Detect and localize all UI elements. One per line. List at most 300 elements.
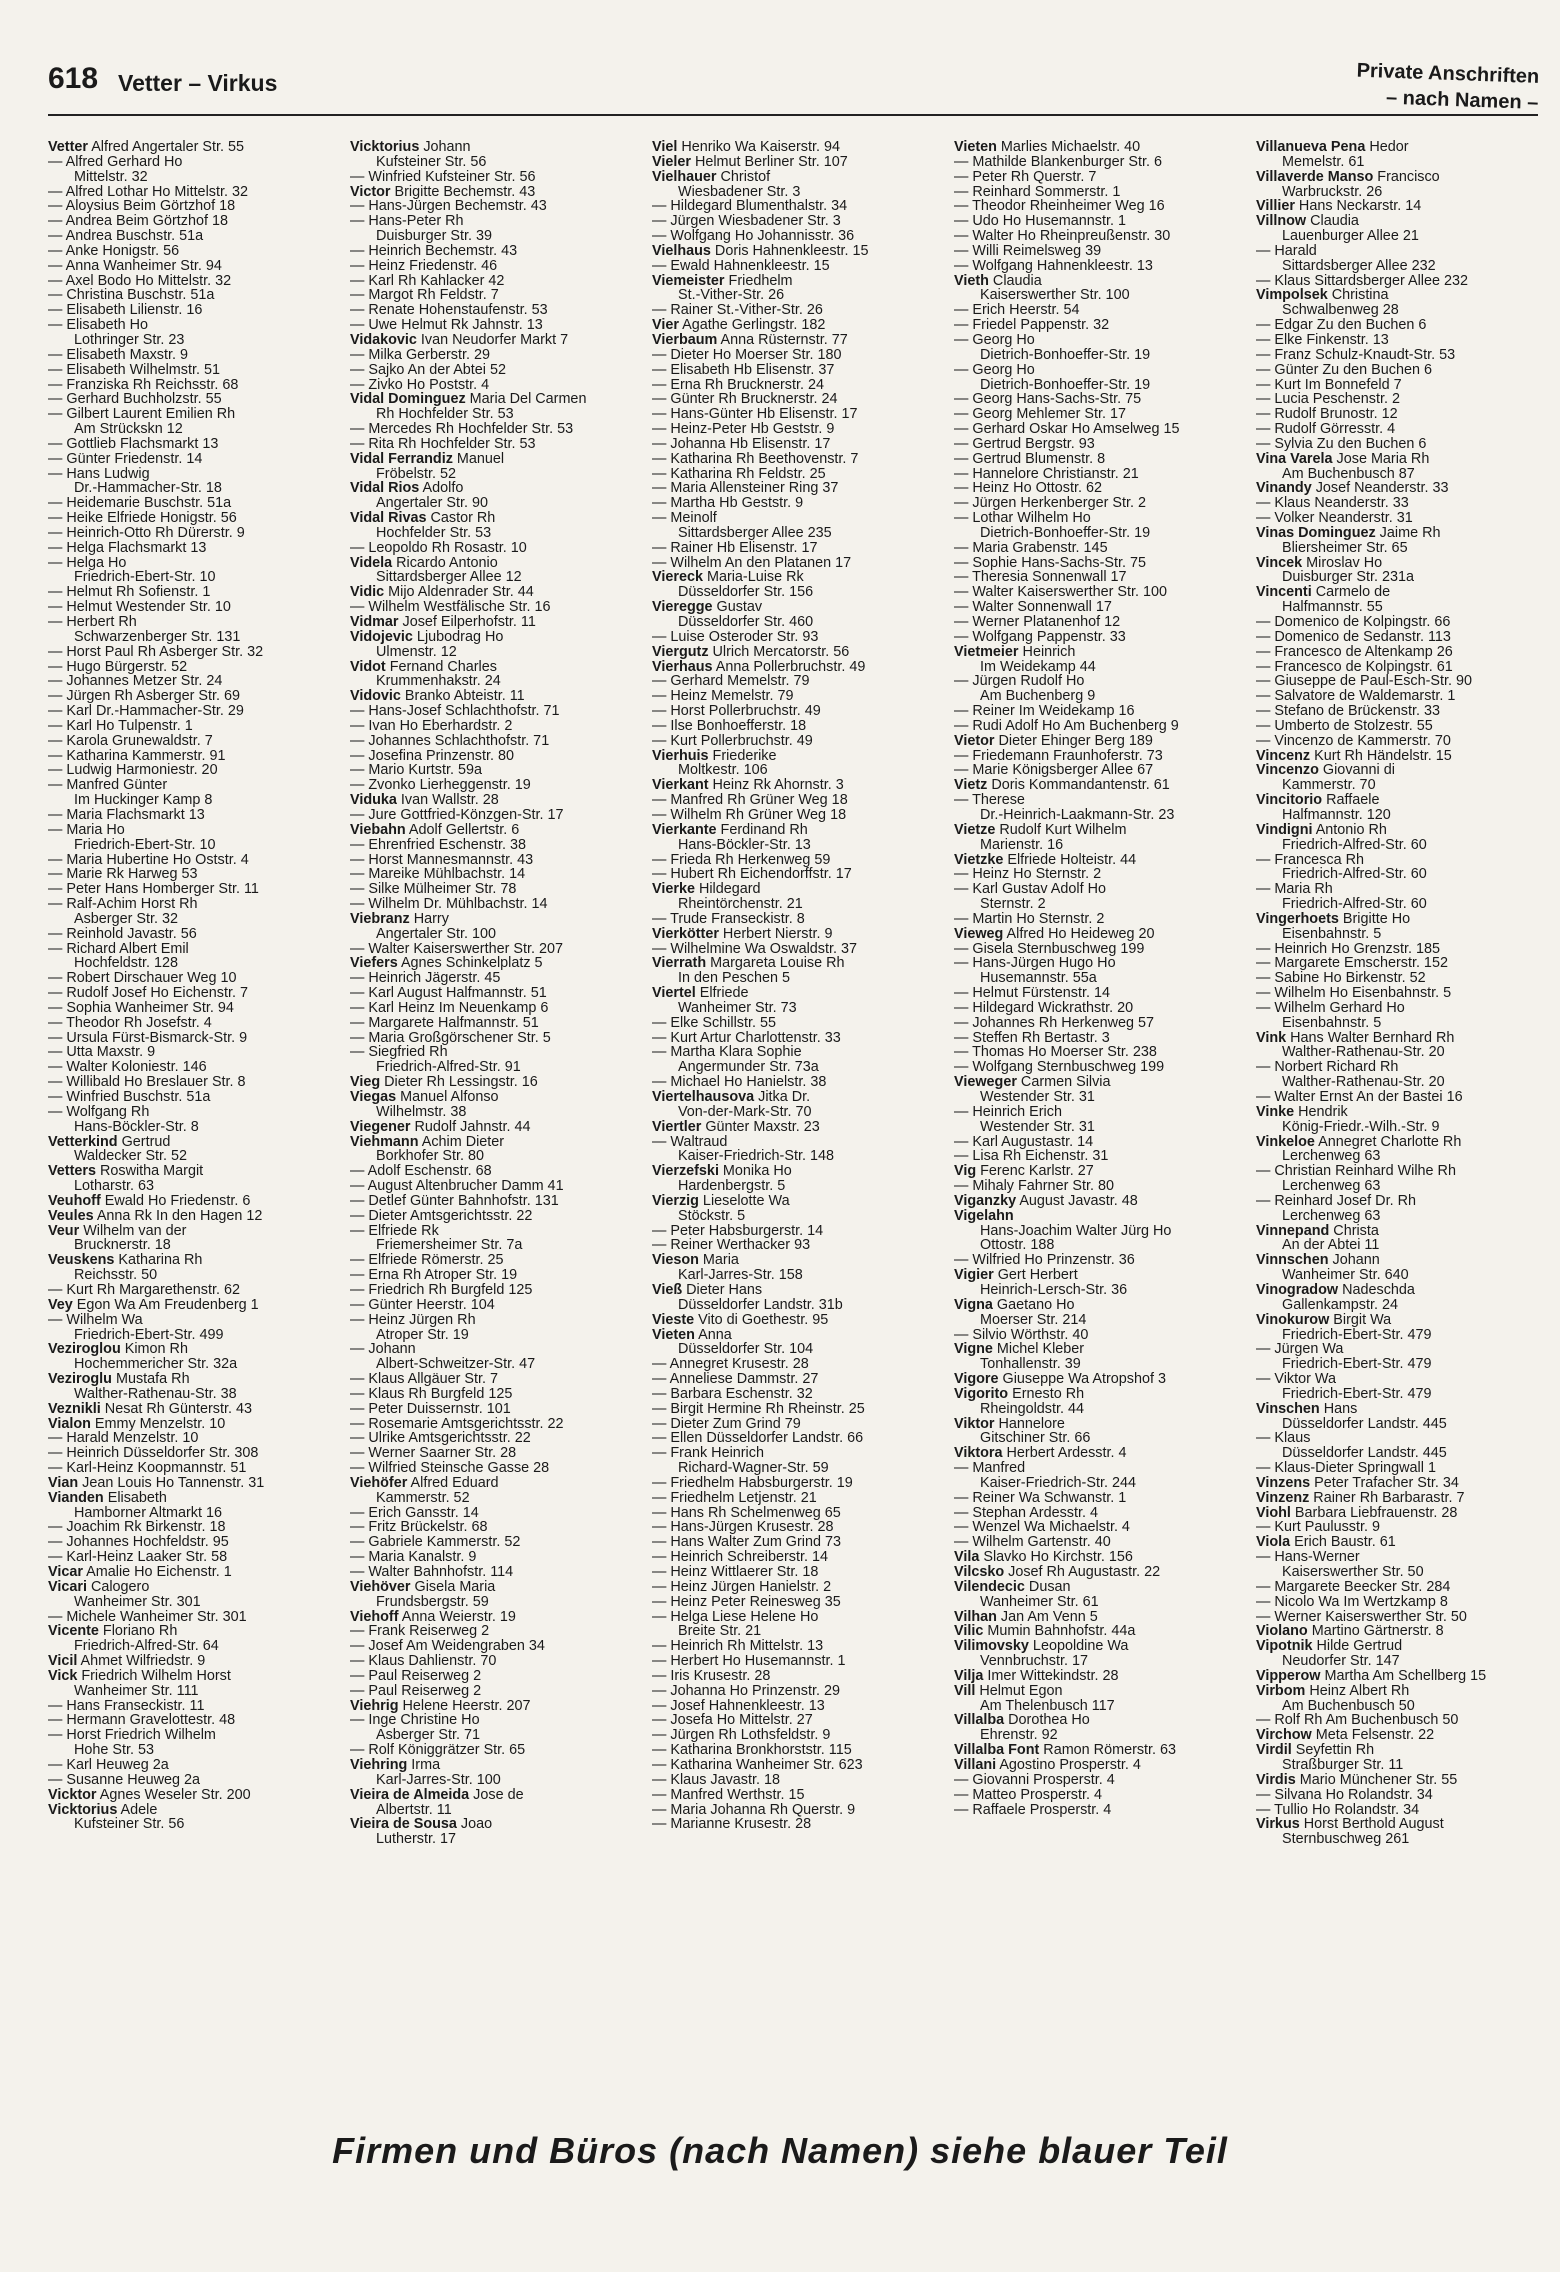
surname: Vietmeier [954, 643, 1019, 660]
directory-line [1256, 942, 1546, 957]
directory-line [652, 1238, 942, 1253]
entry-text: — Anna Wanheimer Str. 94 [48, 257, 222, 274]
directory-line: Am Strückskn 12 [74, 421, 183, 438]
entry-text: — Josef Hahnenkleestr. 13 [652, 1697, 825, 1714]
directory-line [48, 1194, 338, 1209]
entry-text: — Gottlieb Flachsmarkt 13 [48, 435, 219, 452]
directory-line [954, 1328, 1244, 1343]
directory-line [350, 452, 640, 467]
directory-line: Lerchenweg 63 [1282, 1148, 1381, 1165]
directory-line [652, 853, 942, 868]
directory-line [48, 734, 338, 749]
directory-line [350, 1298, 640, 1313]
entry-text: — Hans Franseckistr. 11 [48, 1697, 205, 1714]
surname: Vierbaum [652, 331, 718, 348]
entry-text: — Sabine Ho Birkenstr. 52 [1256, 970, 1426, 987]
entry-text: — Elisabeth Lilienstr. 16 [48, 302, 203, 319]
directory-line [652, 704, 942, 719]
entry-text: — Wilhelm Gartenstr. 40 [954, 1534, 1111, 1551]
surname: Vipperow [1256, 1667, 1321, 1684]
entry-text: — Johannes Metzer Str. 24 [48, 673, 223, 690]
surname: Vilimovsky [954, 1638, 1029, 1655]
directory-line [652, 1135, 942, 1150]
directory-line [652, 333, 942, 348]
directory-line [1256, 1669, 1546, 1684]
directory-line: Asberger Str. 71 [376, 1727, 480, 1744]
surname: Villani [954, 1756, 997, 1773]
directory-line [954, 615, 1244, 630]
surname: Vincenti [1256, 584, 1312, 601]
surname: Vingerhoets [1256, 910, 1339, 927]
directory-line [48, 378, 338, 393]
entry-text: — Friedrich Rh Burgfeld 125 [350, 1281, 533, 1298]
directory-line [48, 140, 338, 155]
surname: Vierhaus [652, 658, 713, 675]
entry-text: — Elfriede Rk [350, 1222, 439, 1239]
surname: Vilhan [954, 1608, 997, 1625]
directory-line [1256, 882, 1546, 897]
entry-text: — Walter Bahnhofstr. 114 [350, 1564, 514, 1580]
surname: Vicktor [48, 1786, 97, 1803]
directory-line: Lothringer Str. 23 [74, 331, 185, 348]
directory-line [652, 1639, 942, 1654]
directory-line [350, 823, 640, 838]
directory-line [652, 1743, 942, 1758]
directory-line [652, 1016, 942, 1031]
entry-text: — Giuseppe de Paul-Esch-Str. 90 [1256, 673, 1472, 690]
directory-line: Ehrenstr. 92 [980, 1727, 1058, 1744]
entry-text: — Hans Rh Schelmenweg 65 [652, 1504, 841, 1521]
entry-text: — Heinrich Jägerstr. 45 [350, 970, 501, 987]
directory-line [350, 318, 640, 333]
directory-line [652, 1075, 942, 1090]
entry-text: — Giovanni Prosperstr. 4 [954, 1771, 1115, 1788]
directory-line: Lerchenweg 63 [1282, 1178, 1381, 1195]
entry-text: — Katharina Bronkhorststr. 115 [652, 1742, 852, 1759]
entry-text: — Dieter Zum Grind 79 [652, 1415, 801, 1432]
surname: Victor [350, 183, 391, 200]
entry-text: — Karl Ho Tulpenstr. 1 [48, 717, 193, 734]
entry-text: — Marianne Krusestr. 28 [652, 1816, 812, 1833]
entry-text: — Hans-Josef Schlachthofstr. 71 [350, 703, 560, 720]
entry-text: — Erna Rh Atroper Str. 19 [350, 1267, 518, 1284]
entry-text: — Walter Kaiserswerther Str. 207 [350, 940, 563, 957]
entry-text: — Meinolf [652, 510, 717, 527]
entry-text: — Stephan Ardesstr. 4 [954, 1504, 1098, 1521]
directory-line [954, 719, 1244, 734]
surname: Vey [48, 1296, 73, 1313]
directory-line [954, 1713, 1244, 1728]
page-number: 618 [48, 62, 99, 95]
entry-text: Adele [117, 1801, 158, 1818]
directory-line [954, 1268, 1244, 1283]
entry-text: Marlies Michaelstr. 40 [996, 140, 1141, 155]
directory-line [350, 1476, 640, 1491]
directory-line: Düsseldorfer Str. 104 [678, 1341, 814, 1358]
directory-line: Frundsbergstr. 59 [376, 1593, 489, 1610]
directory-line [48, 541, 338, 556]
entry-text: — Sylvia Zu den Buchen 6 [1256, 435, 1427, 452]
directory-line [350, 378, 640, 393]
directory-line [1256, 348, 1546, 363]
directory-line [1256, 1060, 1546, 1075]
entry-text: Erich Baustr. 61 [1290, 1534, 1396, 1551]
directory-line [48, 199, 338, 214]
entry-text: — Winfried Kufsteiner Str. 56 [350, 168, 536, 185]
entry-text: Christa [1329, 1222, 1379, 1239]
directory-line [48, 467, 338, 482]
entry-text: — Johannes Rh Herkenweg 57 [954, 1014, 1154, 1031]
directory-line [350, 853, 640, 868]
entry-text: — Karl-Heinz Koopmannstr. 51 [48, 1460, 247, 1477]
entry-text: Gertrud [117, 1133, 171, 1150]
directory-line: Rheingoldstr. 44 [980, 1400, 1085, 1417]
directory-line [350, 1654, 640, 1669]
directory-line: Hardenbergstr. 5 [678, 1178, 786, 1195]
directory-line: Rheintörchenstr. 21 [678, 896, 803, 913]
entry-text: — Ludwig Harmoniestr. 20 [48, 762, 218, 779]
entry-text: Katharina Rh [114, 1252, 203, 1269]
directory-line [350, 1431, 640, 1446]
surname: Viel [652, 140, 678, 155]
entry-text: — Werner Kaiserswerther Str. 50 [1256, 1608, 1467, 1625]
directory-line [48, 1164, 338, 1179]
directory-line [350, 1179, 640, 1194]
entry-text: Heinz Rk Ahornstr. 3 [708, 777, 844, 794]
entry-text: — Utta Maxstr. 9 [48, 1044, 156, 1061]
entry-text: Miroslav Ho [1302, 554, 1383, 571]
directory-line [954, 1001, 1244, 1016]
entry-text: — Vincenzo de Kammerstr. 70 [1256, 732, 1451, 749]
entry-text: — Klaus [1256, 1430, 1311, 1447]
entry-text: Elfriede [695, 985, 749, 1002]
directory-line [48, 1135, 338, 1150]
directory-line: Kaiser-Friedrich-Str. 244 [980, 1474, 1136, 1491]
entry-text: Ahmet Wilfriedstr. 9 [77, 1653, 206, 1670]
entry-text: — Hildegard Blumenthalstr. 34 [652, 198, 848, 215]
entry-text: — Maria Flachsmarkt 13 [48, 806, 205, 823]
surname: Vierrath [652, 955, 707, 972]
directory-line: Wanheimer Str. 640 [1282, 1267, 1409, 1284]
directory-line [1256, 1803, 1546, 1818]
directory-line [1256, 645, 1546, 660]
directory-line [652, 912, 942, 927]
surname: Villaverde Manso [1256, 168, 1374, 185]
directory-line [48, 348, 338, 363]
entry-text: — Jürgen Herkenberger Str. 2 [954, 495, 1146, 512]
directory-line [1256, 1431, 1546, 1446]
entry-text: — Heinrich Erich [954, 1103, 1062, 1120]
surname: Vinnschen [1256, 1252, 1329, 1269]
directory-line [350, 630, 640, 645]
entry-text: — Ilse Bonhoefferstr. 18 [652, 717, 807, 734]
entry-text: — Martha Hb Geststr. 9 [652, 495, 804, 512]
entry-text: Annegret Charlotte Rh [1314, 1133, 1462, 1150]
directory-line [954, 303, 1244, 318]
surname: Vietz [954, 777, 988, 794]
entry-text: — Matteo Prosperstr. 4 [954, 1786, 1102, 1803]
directory-line [350, 1253, 640, 1268]
surname: Vigne [954, 1341, 993, 1358]
directory-line: Halfmannstr. 120 [1282, 806, 1391, 823]
directory-line [1256, 1105, 1546, 1120]
entry-text: — Hans-Jürgen Hugo Ho [954, 955, 1116, 972]
entry-text: — Josef Am Weidengraben 34 [350, 1638, 545, 1655]
directory-line [652, 422, 942, 437]
entry-text: — Helga Liese Helene Ho [652, 1608, 819, 1625]
surname: Vinkeloe [1256, 1133, 1315, 1150]
directory-line [350, 1565, 640, 1580]
entry-text: Hans [1319, 1400, 1358, 1417]
entry-text: — Elisabeth Wilhelmstr. 51 [48, 361, 220, 378]
directory-line: Duisburger Str. 231a [1282, 569, 1414, 586]
directory-line: Wanheimer Str. 61 [980, 1593, 1099, 1610]
entry-text: — Raffaele Prosperstr. 4 [954, 1801, 1112, 1818]
directory-line: Marienstr. 16 [980, 836, 1064, 853]
entry-text: — Wilhelm Westfälische Str. 16 [350, 599, 551, 616]
directory-line [954, 185, 1244, 200]
directory-line: Richard-Wagner-Str. 59 [678, 1460, 829, 1477]
directory-line [350, 1045, 640, 1060]
entry-text: — Hans Walter Zum Grind 73 [652, 1534, 841, 1551]
surname: Vigorito [954, 1385, 1009, 1402]
directory-line [652, 1580, 942, 1595]
entry-text: — Wolfgang Sternbuschweg 199 [954, 1059, 1165, 1076]
directory-line [652, 1758, 942, 1773]
directory-line [652, 244, 942, 259]
surname: Viehring [350, 1756, 408, 1773]
entry-text: Ferdinand Rh [716, 821, 808, 838]
directory-line: Reichsstr. 50 [74, 1267, 158, 1284]
entry-text: — Wilhelm Ho Eisenbahnstr. 5 [1256, 985, 1452, 1002]
directory-line [652, 1550, 942, 1565]
entry-text: — Hildegard Wickrathstr. 20 [954, 999, 1134, 1016]
directory-line [1256, 749, 1546, 764]
entry-text: — Jure Gottfried-Könzgen-Str. 17 [350, 806, 564, 823]
directory-line [350, 1743, 640, 1758]
directory-line: Hochfeldstr. 128 [74, 955, 178, 972]
directory-line [350, 1209, 640, 1224]
entry-text: Branko Abteistr. 11 [400, 688, 525, 705]
entry-text: Herbert Nierstr. 9 [718, 925, 833, 942]
directory-line: Westender Str. 31 [980, 1089, 1095, 1105]
directory-line [652, 363, 942, 378]
directory-line: Vennbruchstr. 17 [980, 1653, 1089, 1670]
directory-line [652, 1387, 942, 1402]
surname: Villalba Font [954, 1742, 1040, 1759]
entry-text: — Wilhelm Gerhard Ho [1256, 999, 1405, 1016]
entry-text: — Detlef Günter Bahnhofstr. 131 [350, 1192, 559, 1209]
entry-text: Mustafa Rh [111, 1371, 190, 1388]
entry-text: Calogero [86, 1578, 150, 1595]
directory-line [954, 511, 1244, 526]
surname: Virdil [1256, 1742, 1292, 1759]
entry-text: Günter Maxstr. 23 [701, 1118, 820, 1135]
directory-line [48, 1431, 338, 1446]
directory-line [954, 1417, 1244, 1432]
directory-line [954, 155, 1244, 170]
directory-line: Fröbelstr. 52 [376, 465, 456, 482]
entry-text: — Margarete Emscherstr. 152 [1256, 955, 1448, 972]
entry-text: — Horst Friedrich Wilhelm [48, 1727, 216, 1744]
directory-line: Dietrich-Bonhoeffer-Str. 19 [980, 524, 1151, 541]
directory-line [48, 867, 338, 882]
directory-line [1256, 912, 1546, 927]
surname: Viertler [652, 1118, 702, 1135]
directory-line [954, 734, 1244, 749]
entry-text: Gert Herbert [993, 1267, 1078, 1284]
directory-line [350, 259, 640, 274]
directory-line [652, 808, 942, 823]
entry-text: — Wilhelm An den Platanen 17 [652, 554, 852, 571]
surname: Vilja [954, 1667, 984, 1684]
entry-text: — Wolfgang Pappenstr. 33 [954, 628, 1126, 645]
directory-line [48, 1654, 338, 1669]
directory-line [652, 407, 942, 422]
directory-line [48, 823, 338, 838]
entry-text: — Sophie Hans-Sachs-Str. 75 [954, 554, 1146, 571]
directory-line [1256, 1684, 1546, 1699]
surname: Vinokurow [1256, 1311, 1330, 1328]
surname: Villalba [954, 1712, 1005, 1729]
entry-text: — Karl August Halfmannstr. 51 [350, 985, 547, 1002]
directory-line [954, 1520, 1244, 1535]
directory-line [1256, 660, 1546, 675]
entry-text: — Walter Ernst An der Bastei 16 [1256, 1089, 1463, 1105]
entry-text: — Klaus Sittardsberger Allee 232 [1256, 272, 1468, 289]
directory-line [350, 437, 640, 452]
surname: Vinzenz [1256, 1489, 1310, 1506]
directory-line: Kufsteiner Str. 56 [74, 1816, 185, 1833]
surname: Violano [1256, 1623, 1308, 1640]
directory-line [48, 882, 338, 897]
directory-line [954, 585, 1244, 600]
entry-text: — Axel Bodo Ho Mittelstr. 32 [48, 272, 232, 289]
directory-line [954, 1535, 1244, 1550]
directory-line [48, 719, 338, 734]
entry-text: — August Altenbrucher Damm 41 [350, 1178, 564, 1195]
surname: Vier [652, 317, 679, 334]
entry-text: — Kurt Pollerbruchstr. 49 [652, 732, 813, 749]
surname: Viktora [954, 1445, 1003, 1462]
directory-line: Albertstr. 11 [376, 1801, 452, 1818]
entry-text: — Johann [350, 1341, 416, 1358]
directory-line: Memelstr. 61 [1282, 153, 1365, 170]
entry-text: Irma [407, 1756, 441, 1773]
directory-line [652, 274, 942, 289]
directory-line: Gallenkampstr. 24 [1282, 1296, 1398, 1313]
entry-text: Fernand Charles [385, 658, 497, 675]
directory-line [652, 229, 942, 244]
directory-line [48, 971, 338, 986]
entry-text: — Susanne Heuweg 2a [48, 1771, 201, 1788]
entry-text: — Heidemarie Buschstr. 51a [48, 495, 232, 512]
entry-text: Hans Neckarstr. 14 [1294, 198, 1422, 215]
directory-line: Neudorfer Str. 147 [1282, 1653, 1400, 1670]
entry-text: — Klaus Dahlienstr. 70 [350, 1653, 497, 1670]
directory-line [1256, 956, 1546, 971]
directory-line [652, 1476, 942, 1491]
surname: Virbom [1256, 1682, 1306, 1699]
directory-line [1256, 704, 1546, 719]
directory-line [652, 630, 942, 645]
directory-line [954, 1684, 1244, 1699]
directory-line [1256, 1313, 1546, 1328]
directory-line [954, 956, 1244, 971]
directory-line [350, 660, 640, 675]
directory-line [652, 1313, 942, 1328]
directory-line [652, 719, 942, 734]
directory-line: Düsseldorfer Str. 156 [678, 584, 814, 601]
surname: Vila [954, 1549, 980, 1566]
directory-line [954, 1060, 1244, 1075]
directory-line [652, 1031, 942, 1046]
entry-text: — Georg Mehlemer Str. 17 [954, 406, 1126, 423]
entry-text: — Lisa Rh Eichenstr. 31 [954, 1148, 1109, 1165]
surname: Vidot [350, 658, 386, 675]
directory-line [652, 392, 942, 407]
directory-line: An der Abtei 11 [1282, 1237, 1380, 1254]
directory-line: Friedrich-Alfred-Str. 64 [74, 1638, 219, 1655]
entry-text: — Maria Rh [1256, 881, 1333, 898]
entry-text: — Heinrich Bechemstr. 43 [350, 242, 518, 259]
entry-text: — Harald [1256, 242, 1317, 259]
directory-line: Gitschiner Str. 66 [980, 1430, 1091, 1447]
directory-line [48, 1773, 338, 1788]
directory-line [1256, 1090, 1546, 1105]
directory-line [48, 853, 338, 868]
surname: Vinke [1256, 1103, 1295, 1120]
directory-line [954, 674, 1244, 689]
directory-line [48, 1535, 338, 1550]
surname: Virchow [1256, 1727, 1312, 1744]
entry-text: — Rosemarie Amtsgerichtsstr. 22 [350, 1415, 564, 1432]
directory-line [652, 170, 942, 185]
directory-line [350, 615, 640, 630]
directory-line [48, 1372, 338, 1387]
directory-line: Sittardsberger Allee 235 [678, 524, 832, 541]
entry-text: Christina [1327, 287, 1389, 304]
entry-text: — Frank Heinrich [652, 1445, 764, 1462]
directory-line [652, 1520, 942, 1535]
entry-text: Anna Rk In den Hagen 12 [93, 1207, 263, 1224]
entry-text: — Rudolf Brunostr. 12 [1256, 406, 1398, 423]
entry-text: Michel Kleber [992, 1341, 1085, 1358]
footer-note: Firmen und Büros (nach Namen) siehe blauer Teil [332, 2130, 1228, 2171]
directory-line [1256, 140, 1546, 155]
directory-line: Kaiserswerther Str. 50 [1282, 1564, 1424, 1580]
entry-text: — Margarete Beecker Str. 284 [1256, 1578, 1451, 1595]
surname: Vindigni [1256, 821, 1313, 838]
surname: Viehöver [350, 1578, 411, 1595]
surname: Viebahn [350, 821, 406, 838]
directory-line [954, 853, 1244, 868]
entry-text: — Rita Rh Hochfelder Str. 53 [350, 435, 536, 452]
surname: Vigna [954, 1296, 993, 1313]
entry-text: — Edgar Zu den Buchen 6 [1256, 317, 1427, 334]
directory-line [350, 1699, 640, 1714]
entry-text: — Rainer Hb Elisenstr. 17 [652, 539, 818, 556]
directory-line [350, 1120, 640, 1135]
directory-line [350, 734, 640, 749]
entry-text: Achim Dieter [418, 1133, 505, 1150]
directory-line: Ottostr. 188 [980, 1237, 1055, 1254]
entry-text: Agnes Schinkelplatz 5 [397, 955, 543, 972]
surname: Vierhuis [652, 747, 709, 764]
directory-line [652, 1224, 942, 1239]
entry-text: — Aloysius Beim Görtzhof 18 [48, 198, 236, 215]
entry-text: — Wilhelm Dr. Mühlbachstr. 14 [350, 896, 548, 913]
